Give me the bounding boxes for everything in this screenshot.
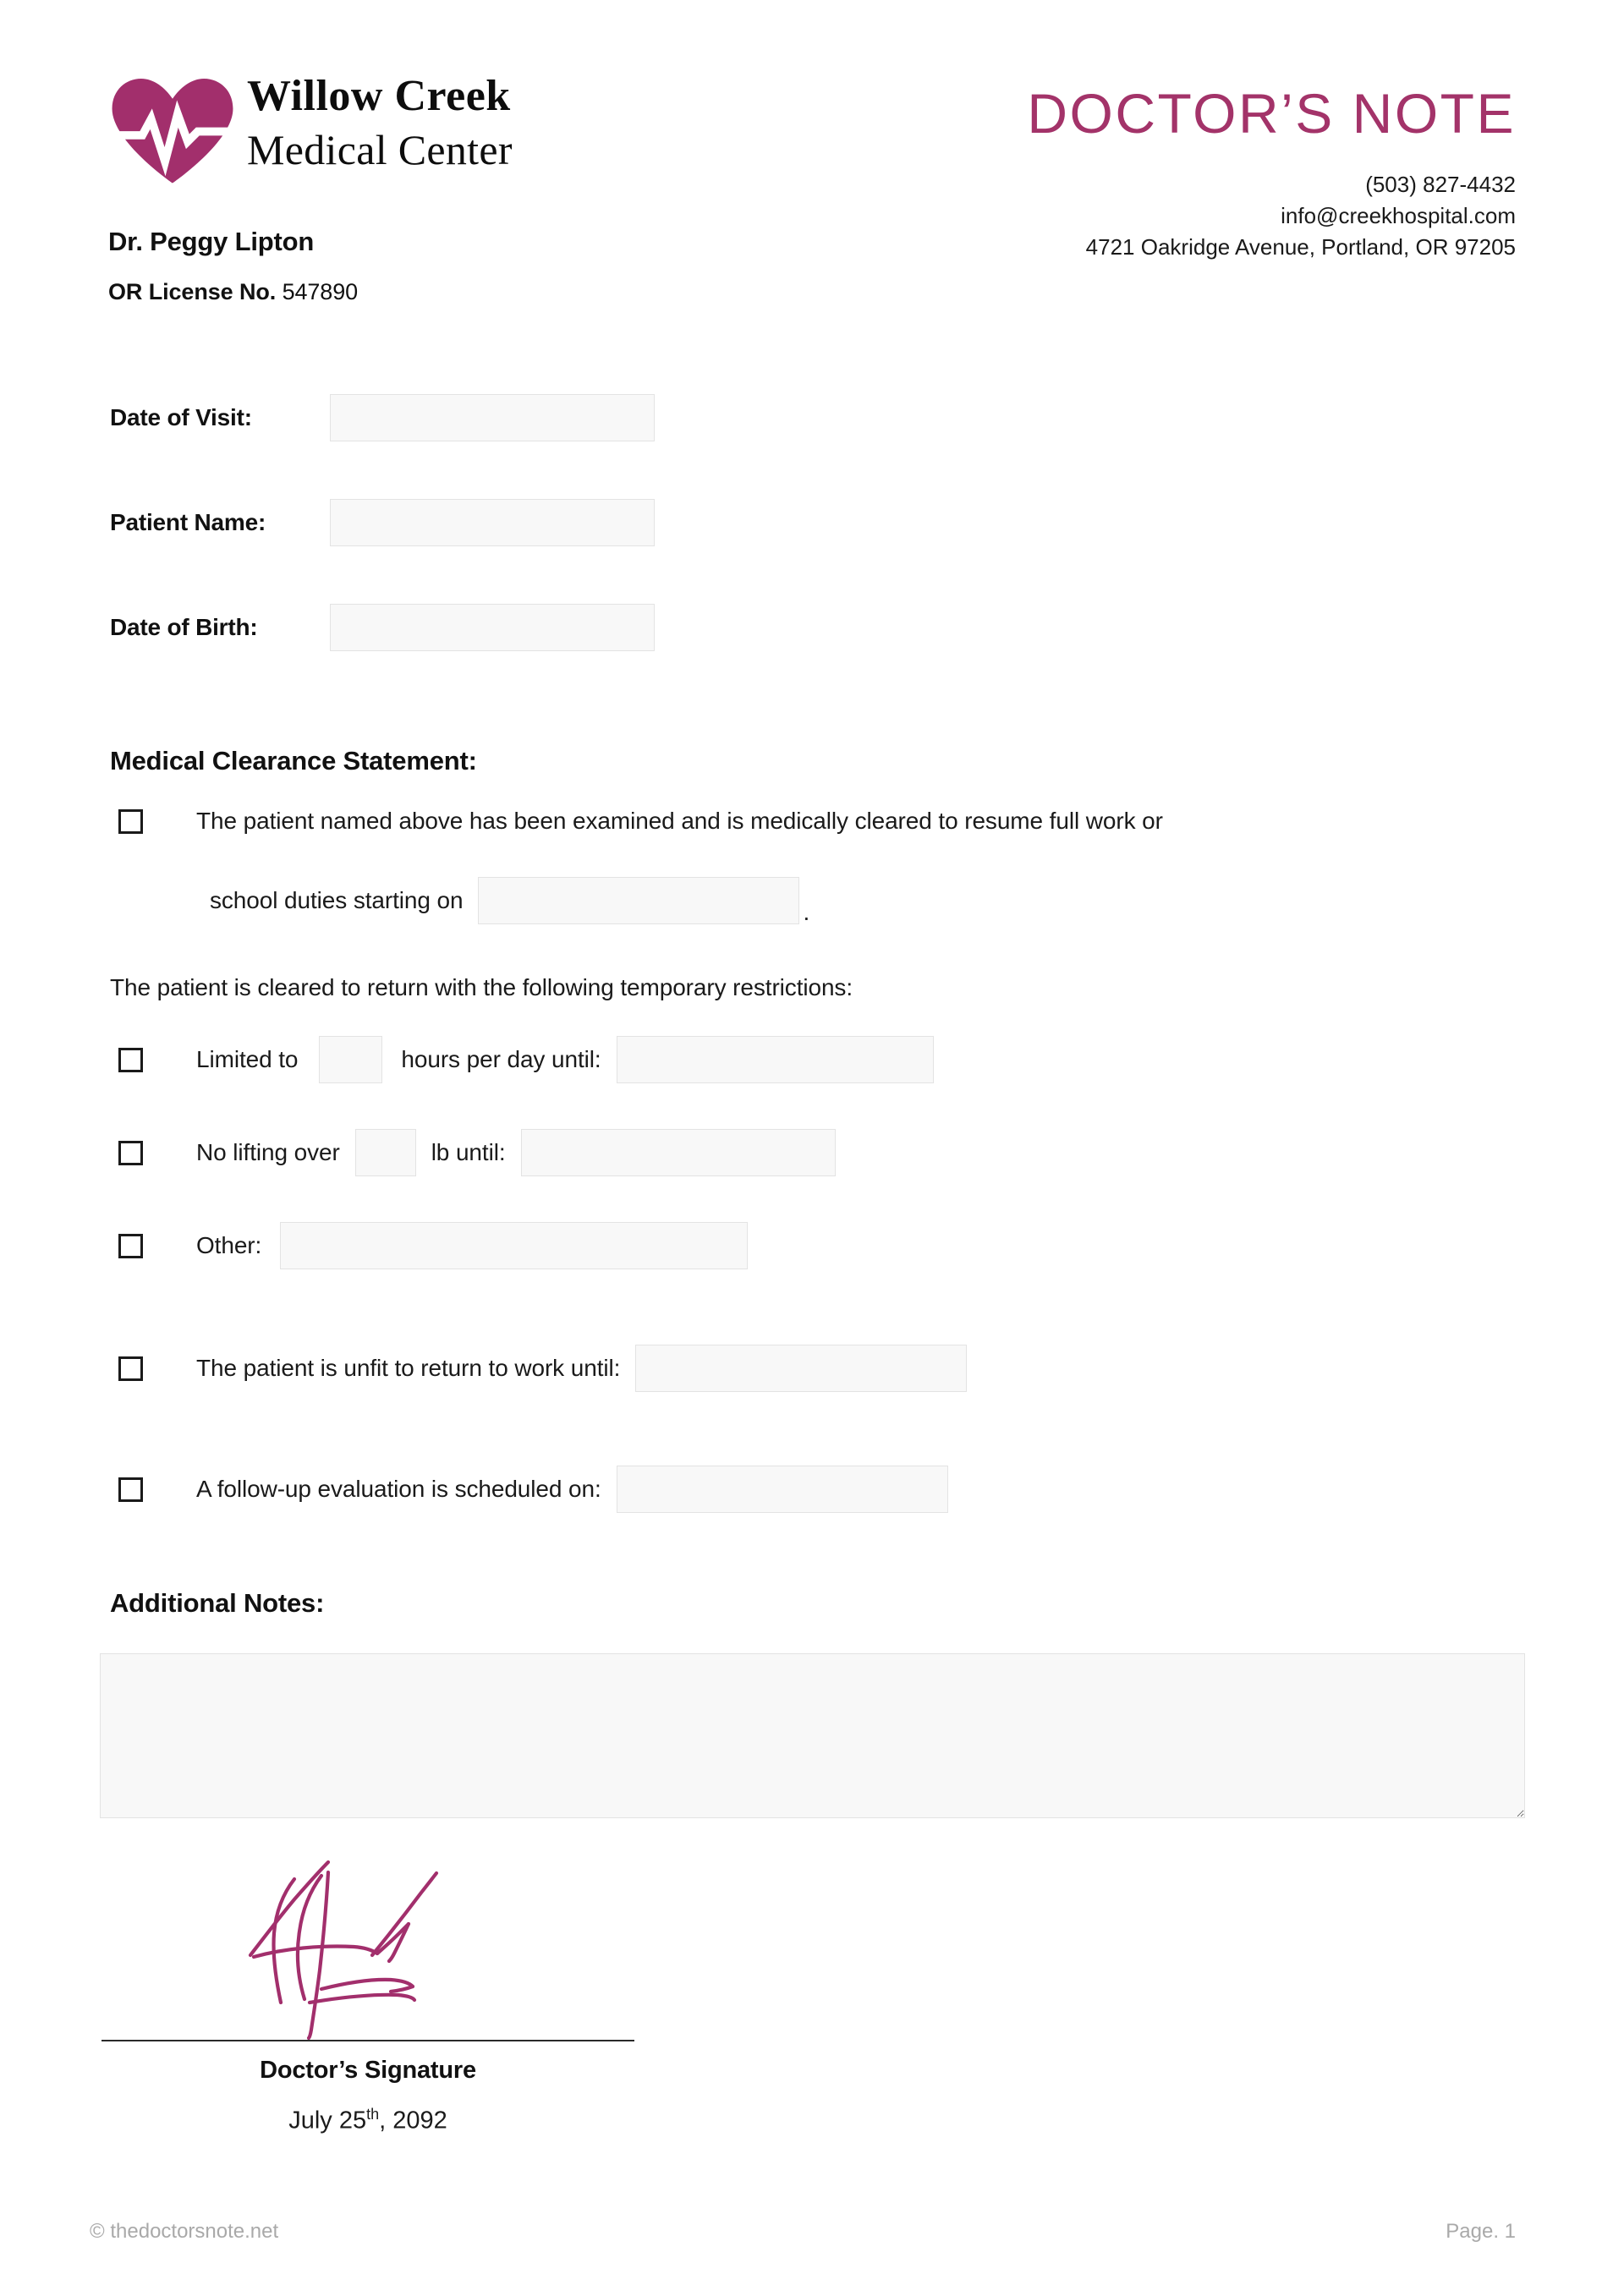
field-row-date-of-birth [110,604,655,651]
restriction-lifting-checkbox[interactable] [118,1141,143,1165]
restriction-hours-value-input[interactable] [319,1036,382,1083]
license-label: OR License No. [108,279,277,304]
restriction-hours-until-input[interactable] [617,1036,934,1083]
unfit-row [118,1345,967,1392]
followup-label: A follow-up evaluation is scheduled on: [196,1476,601,1502]
field-row-date-of-visit [110,394,655,441]
signature-line [102,2040,634,2041]
contact-phone: (503) 827-4432 [1365,172,1516,197]
license-value: 547890 [282,279,359,304]
document-header [0,0,1624,321]
clinic-name-line2: Medical Center [247,126,513,173]
license-row [108,279,358,305]
date-of-visit-label: Date of Visit: [110,404,252,430]
signature-date-monthday: July 25 [288,2107,367,2134]
restriction-other-checkbox[interactable] [118,1234,143,1258]
additional-notes-heading: Additional Notes: [110,1588,325,1618]
signature-label: Doctor’s Signature [260,2057,476,2084]
restriction-other-prefix: Other: [196,1232,262,1258]
full-clearance-date-input[interactable] [478,877,799,924]
restriction-other-input[interactable] [280,1222,748,1269]
full-clearance-period: . [803,899,810,925]
date-of-birth-input[interactable] [330,604,655,651]
restriction-row-hours [118,1036,934,1083]
restriction-row-other [118,1222,748,1269]
date-of-birth-label: Date of Birth: [110,614,258,640]
followup-date-input[interactable] [617,1466,948,1513]
full-clearance-row [118,808,1163,835]
restriction-hours-prefix: Limited to [196,1046,299,1072]
followup-checkbox[interactable] [118,1477,143,1502]
full-clearance-date-row [210,877,809,924]
date-of-visit-input[interactable] [330,394,655,441]
restriction-hours-middle: hours per day until: [401,1046,601,1072]
restriction-hours-checkbox[interactable] [118,1048,143,1072]
full-clearance-text-line2: school duties starting on [210,887,464,913]
heart-pulse-icon [108,74,237,189]
full-clearance-checkbox[interactable] [118,809,143,834]
restriction-lifting-middle: lb until: [431,1139,506,1165]
signature-date-ordinal: th [366,2106,380,2123]
footer-copyright: © thedoctorsnote.net [90,2220,279,2243]
restriction-row-lifting [118,1129,836,1176]
restriction-lifting-prefix: No lifting over [196,1139,340,1165]
page-title: DOCTOR’S NOTE [1027,82,1516,145]
signature-date-year: , 2092 [379,2107,447,2134]
restrictions-intro [110,974,853,1001]
unfit-until-input[interactable] [635,1345,967,1392]
doctor-name: Dr. Peggy Lipton [108,227,315,256]
followup-row [118,1466,948,1513]
patient-name-label: Patient Name: [110,509,266,535]
clinic-brand [108,74,513,189]
clinic-name [247,74,513,171]
unfit-checkbox[interactable] [118,1356,143,1381]
signature-date [102,2106,634,2135]
field-row-patient-name [110,499,655,546]
medical-clearance-heading: Medical Clearance Statement: [110,746,477,775]
contact-address: 4721 Oakridge Avenue, Portland, OR 97205 [1085,233,1516,260]
clinic-name-line1: Willow Creek [247,72,511,120]
contact-block [1086,169,1516,263]
contact-email: info@creekhospital.com [1281,202,1516,228]
restriction-lifting-value-input[interactable] [355,1129,416,1176]
restrictions-intro-text: The patient is cleared to return with the following temporary restrictions: [110,974,853,1000]
footer-page-number: Page. 1 [1446,2220,1516,2243]
patient-name-input[interactable] [330,499,655,546]
unfit-label: The patient is unfit to return to work until: [196,1355,621,1381]
additional-notes-textarea[interactable] [100,1653,1525,1818]
restriction-lifting-until-input[interactable] [521,1129,836,1176]
full-clearance-text-line1: The patient named above has been examined and is medically cleared to resume full work or [196,808,1163,834]
